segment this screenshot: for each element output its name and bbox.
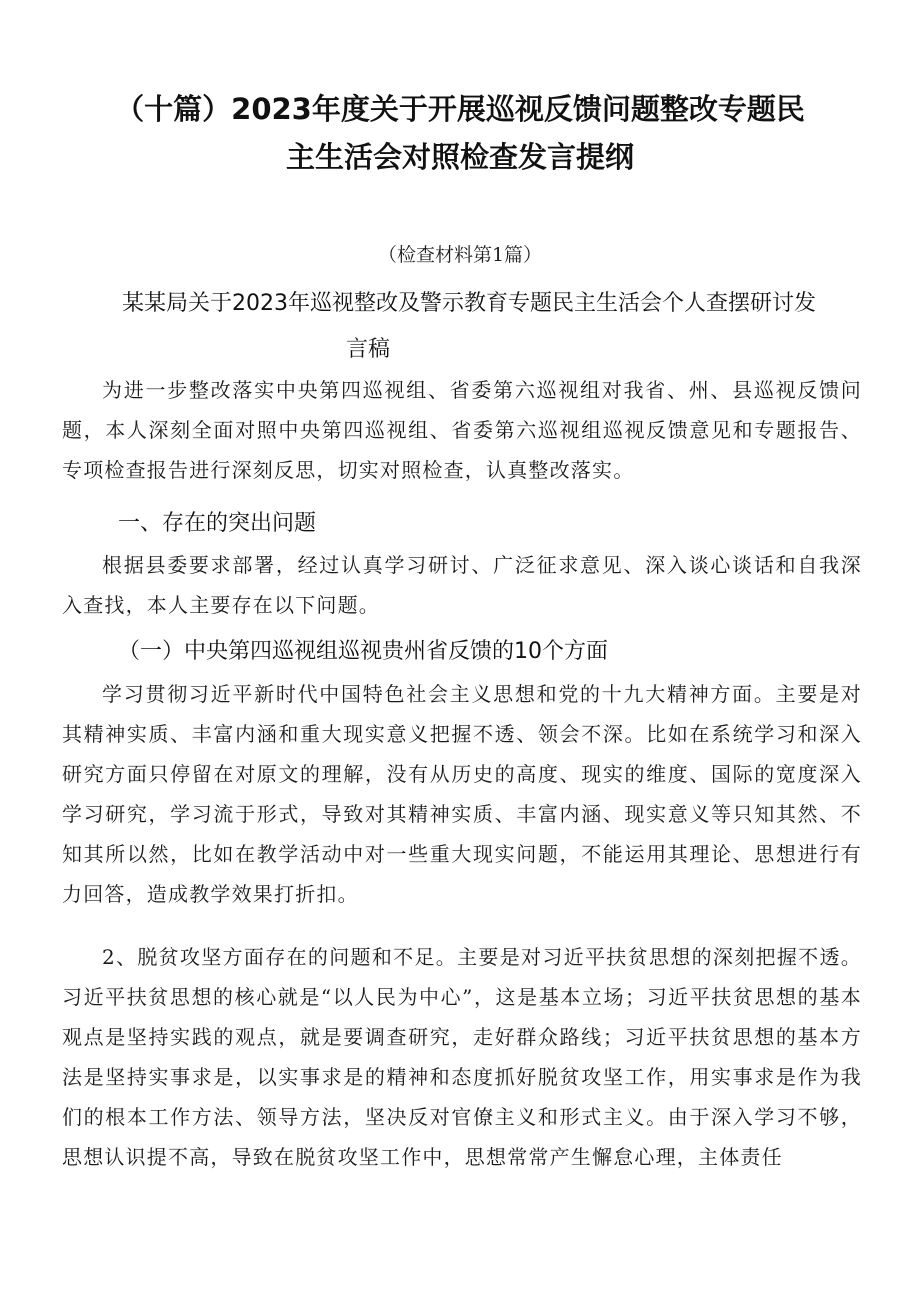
document-title-line-2: 主生活会对照检查发言提纲: [285, 140, 634, 174]
paragraph-poverty-alleviation: 2、脱贫攻坚方面存在的问题和不足。主要是对习近平扶贫思想的深刻把握不透。习近平扶贫思想的核心就是“以人民为中心”，这是基本立场；习近平扶贫思想的基本观点是坚持实践的观点，就是要调查研究，走好群众路线；习近平扶贫思想的基本方法是坚持实事求是，以实事求是的精神和态度抓好脱贫攻坚工作，用实事求是作为我们的根本工作方法、领导方法，坚决反对官僚主义和形式主义。由于深入学习不够，思想认识提不高，导致在脱贫攻坚工作中，思想常常产生懈怠心理，主体责任: [62, 945, 862, 1169]
section-title-line-2: 言稿: [346, 337, 391, 362]
document-subtitle: （检查材料第1篇）: [377, 244, 543, 266]
heading-central-inspection: （一）中央第四巡视组巡视贵州省反馈的10个方面: [118, 639, 608, 664]
section-title-line-1: 某某局关于2023年巡视整改及警示教育专题民主生活会个人查摆研讨发: [122, 291, 816, 316]
heading-existing-problems: 一、存在的突出问题: [118, 511, 317, 536]
paragraph-study-thought: 学习贯彻习近平新时代中国特色社会主义思想和党的十九大精神方面。主要是对其精神实质、丰富内涵和重大现实意义把握不透、领会不深。比如在系统学习和深入研究方面只停留在对原文的理解，没有从历史的高度、现实的维度、国际的宽度深入学习研究，学习流于形式，导致对其精神实质、丰富内涵、现实意义等只知其然、不知其所以然，比如在教学活动中对一些重大现实问题，不能运用其理论、思想进行有力回答，造成教学效果打折扣。: [62, 682, 862, 906]
document-title-line-1: （十篇）2023年度关于开展巡视反馈问题整改专题民: [115, 92, 805, 126]
paragraph-requirements: 根据县委要求部署，经过认真学习研讨、广泛征求意见、深入谈心谈话和自我深入查找，本人主要存在以下问题。: [62, 553, 862, 617]
intro-paragraph: 为进一步整改落实中央第四巡视组、省委第六巡视组对我省、州、县巡视反馈问题，本人深刻全面对照中央第四巡视组、省委第六巡视组巡视反馈意见和专题报告、专项检查报告进行深刻反思，切实对照检查，认真整改落实。: [62, 378, 862, 482]
